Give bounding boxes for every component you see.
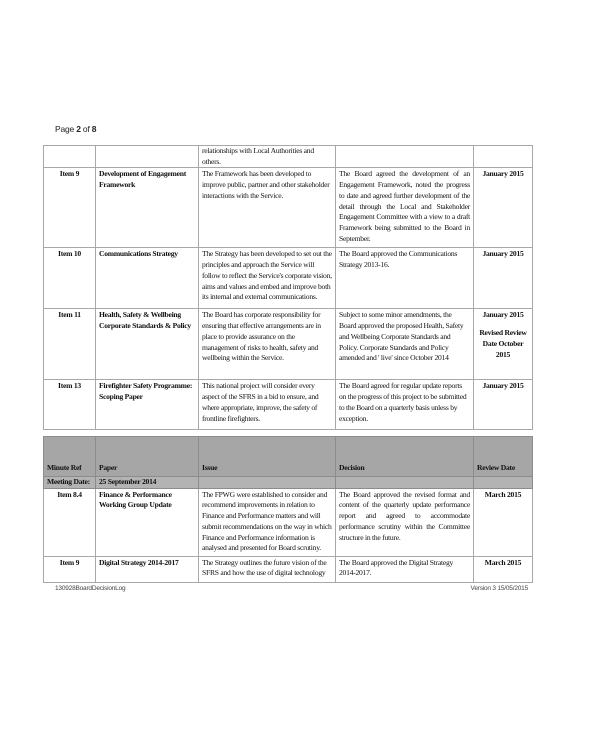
cell-ref: Item 13 [44,380,96,430]
decision-log-table-1 [43,145,533,430]
cell-review-date [474,146,533,168]
cell-decision: The Board approved the revised format and content of the quarterly update performance report and agreed to accommodate performance scrutiny within the Committee structure in the future. [336,488,474,556]
table-row [44,380,533,430]
page-label: Page [55,124,77,134]
cell-review-date: January 2015 [474,380,533,430]
footer-document-name: 130928BoardDecisionLog [55,585,126,592]
cell-paper: Development of Engagement Framework [96,168,199,248]
meeting-date-value: 25 September 2014 [96,477,199,489]
cell-decision: Subject to some minor amendments, the Board approved the proposed Health, Safety and Wellbeing Corporate Standards and Policy. Corporate Standards and Policy amended and ' live' since October 2014 [336,309,474,380]
cell-decision: The Board agreed for regular update reports on the progress of this project to be submitted to the Board on a quarterly basis unless by exception. [336,380,474,430]
header-paper: Paper [96,437,199,477]
review-date: January 2015 [482,310,524,320]
header-minute-ref: Minute Ref [44,437,96,477]
cell-paper: Digital Strategy 2014-2017 [96,556,199,582]
cell-issue: The Board has corporate responsibility for ensuring that effective arrangements are in place to provide assurance on the management of risks to health, safety and wellbeing within the Service. [199,309,336,380]
cell-review-date: March 2015 [474,556,533,582]
meeting-date-empty [199,477,336,489]
cell-paper: Finance & Performance Working Group Update [96,488,199,556]
cell-paper: Health, Safety & Wellbeing Corporate Standards & Policy [96,309,199,380]
table-row-continuation [44,146,533,168]
page-current: 2 [76,124,81,134]
table-row [44,309,533,380]
cell-ref: Item 9 [44,168,96,248]
meeting-date-empty [336,477,474,489]
cell-issue: The Strategy outlines the future vision of the SFRS and how the use of digital technology [199,556,336,582]
cell-ref: Item 9 [44,556,96,582]
cell-issue: The FPWG were established to consider and recommend improvements in relation to Finance and Performance matters and will submit recommendations on the way in which Finance and Performance information is analysed and presented for Board scrutiny. [199,488,336,556]
footer-version: Version 3 15/05/2015 [470,585,528,592]
table-row [44,556,533,582]
meeting-date-label: Meeting Date: [44,477,96,489]
cell-paper: Communications Strategy [96,248,199,309]
meeting-date-empty [474,477,533,489]
cell-review-date: January 2015 [474,168,533,248]
table-row [44,168,533,248]
cell-review-date [474,309,533,380]
spacer [477,321,529,328]
table-row [44,488,533,556]
revised-review-date: Revised Review Date October 2015 [479,328,527,359]
cell-decision: The Board agreed the development of an Engagement Framework, noted the progress to date and agreed further development of the detail through the Local and Stakeholder Engagement Committee with a view to a draft Framework being submitted to the Board in September. [336,168,474,248]
cell-ref: Item 10 [44,248,96,309]
page-number [55,124,96,134]
cell-paper: Firefighter Safety Programme: Scoping Paper [96,380,199,430]
cell-ref: Item 8.4 [44,488,96,556]
cell-ref: Item 11 [44,309,96,380]
cell-decision: The Board approved the Digital Strategy 2014-2017. [336,556,474,582]
cell-issue: The Framework has been developed to improve public, partner and other stakeholder interactions with the Service. [199,168,336,248]
meeting-date-row [44,477,533,489]
decision-log-table-2 [43,436,533,583]
header-issue: Issue [199,437,336,477]
header-decision: Decision [336,437,474,477]
cell-decision: The Board approved the Communications Strategy 2013-16. [336,248,474,309]
page-of-label: of [80,124,92,134]
header-review-date: Review Date [474,437,533,477]
cell-decision [336,146,474,168]
cell-paper [96,146,199,168]
cell-review-date: March 2015 [474,488,533,556]
cell-issue: relationships with Local Authorities and others. [199,146,336,168]
page-total: 8 [91,124,97,134]
cell-review-date: January 2015 [474,248,533,309]
table-row [44,248,533,309]
cell-ref [44,146,96,168]
cell-issue: This national project will consider every aspect of the SFRS in a bid to ensure, and where appropriate, improve, the safety of frontline firefighters. [199,380,336,430]
cell-issue: The Strategy has been developed to set out the principles and approach the Service will follow to reflect the Service's corporate vision, aims and values and embed and improve both its internal and external communications. [199,248,336,309]
table-header-row [44,437,533,477]
